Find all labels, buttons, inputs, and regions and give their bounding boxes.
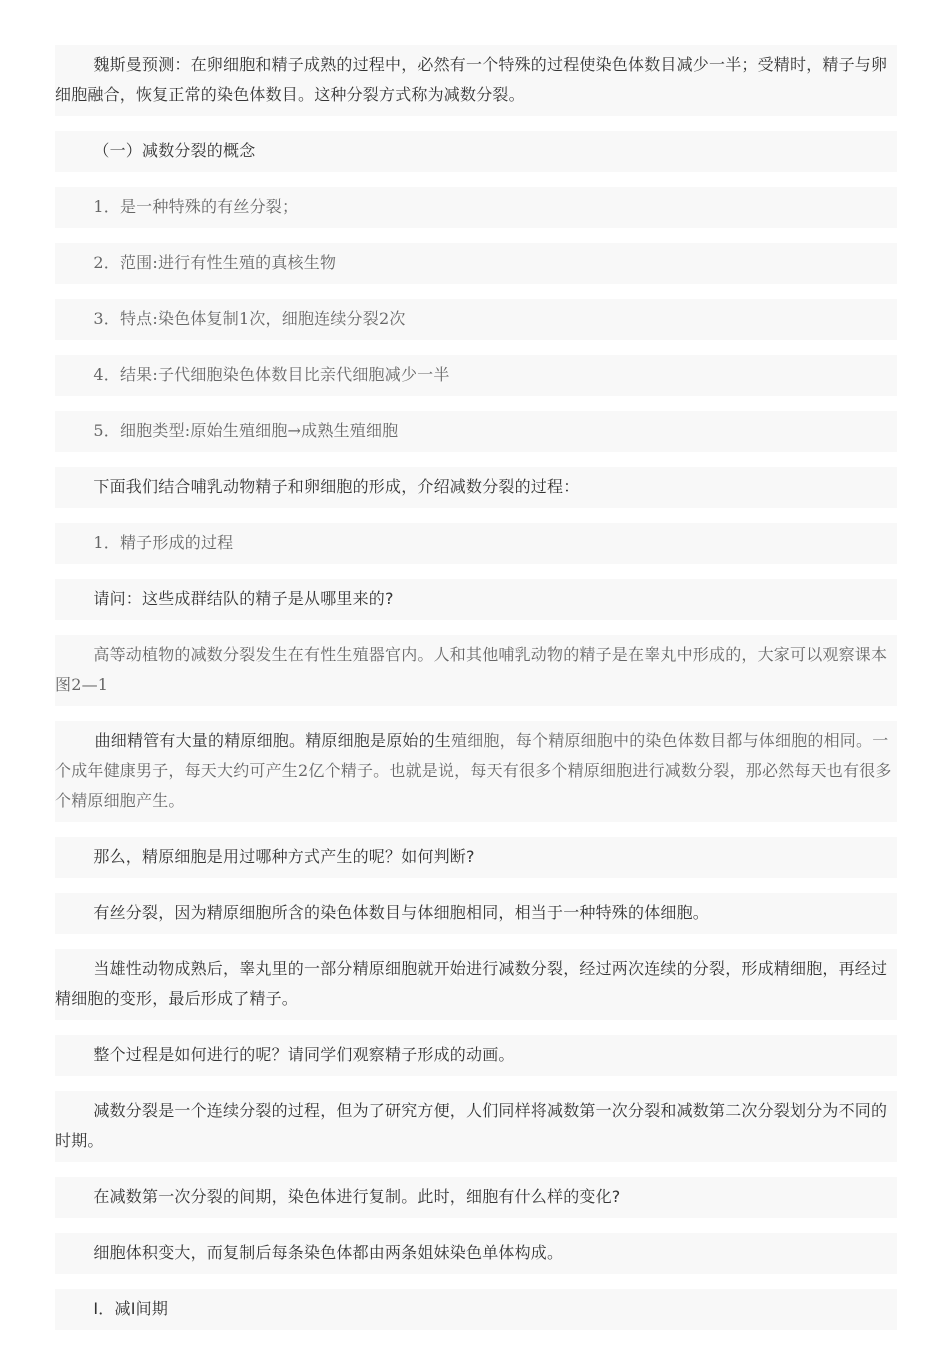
heading-meiosis-i-interphase: Ⅰ．减Ⅰ间期 xyxy=(55,1289,897,1330)
paragraph-question-origin: 请问：这些成群结队的精子是从哪里来的? xyxy=(55,579,897,620)
paragraph-question-method: 那么，精原细胞是用过哪种方式产生的呢？如何判断? xyxy=(55,837,897,878)
list-item-feature: 3．特点:染色体复制1次，细胞连续分裂2次 xyxy=(55,299,897,340)
paragraph-answer-mitosis: 有丝分裂，因为精原细胞所含的染色体数目与体细胞相同，相当于一种特殊的体细胞。 xyxy=(55,893,897,934)
paragraph-weismann-prediction: 魏斯曼预测：在卵细胞和精子成熟的过程中，必然有一个特殊的过程使染色体数目减少一半；受精时，精子与卵细胞融合，恢复正常的染色体数目。这种分裂方式称为减数分裂。 xyxy=(55,45,897,116)
paragraph-continuous-division: 减数分裂是一个连续分裂的过程，但为了研究方便，人们同样将减数第一次分裂和减数第二次分裂划分为不同的时期。 xyxy=(55,1091,897,1162)
paragraph-spermatogonia xyxy=(55,721,897,822)
paragraph-intro-process: 下面我们结合哺乳动物精子和卵细胞的形成，介绍减数分裂的过程： xyxy=(55,467,897,508)
list-item-scope: 2．范围:进行有性生殖的真核生物 xyxy=(55,243,897,284)
list-item-result: 4．结果:子代细胞染色体数目比亲代细胞减少一半 xyxy=(55,355,897,396)
subheading-sperm-formation: 1．精子形成的过程 xyxy=(55,523,897,564)
paragraph-interphase-question: 在减数第一次分裂的间期，染色体进行复制。此时，细胞有什么样的变化? xyxy=(55,1177,897,1218)
section-heading-meiosis-concept: （一）减数分裂的概念 xyxy=(55,131,897,172)
paragraph-spermatogonia-part-a: 曲细精管有大量的精原细胞。精原细胞是原始的生 xyxy=(94,731,451,750)
list-item-cell-type: 5．细胞类型:原始生殖细胞→成熟生殖细胞 xyxy=(55,411,897,452)
paragraph-animation-prompt: 整个过程是如何进行的呢？请同学们观察精子形成的动画。 xyxy=(55,1035,897,1076)
list-item-definition: 1．是一种特殊的有丝分裂； xyxy=(55,187,897,228)
paragraph-spermatogonia-part-b: 殖细胞，每个精原细胞中的染色体数目都与体细胞的相同。一个成年健康男子，每天大约可产生2亿个精子。也就是说，每天有很多个精原细胞进行减数分裂，那必然每天也有很多个精原细胞产生。 xyxy=(55,731,892,810)
paragraph-maturation: 当雄性动物成熟后，睾丸里的一部分精原细胞就开始进行减数分裂，经过两次连续的分裂，形成精细胞，再经过精细胞的变形，最后形成了精子。 xyxy=(55,949,897,1020)
paragraph-reproductive-organs: 高等动植物的减数分裂发生在有性生殖器官内。人和其他哺乳动物的精子是在睾丸中形成的，大家可以观察课本图2—1 xyxy=(55,635,897,706)
paragraph-cell-growth: 细胞体积变大，而复制后每条染色体都由两条姐妹染色单体构成。 xyxy=(55,1233,897,1274)
document-page xyxy=(55,45,897,1345)
